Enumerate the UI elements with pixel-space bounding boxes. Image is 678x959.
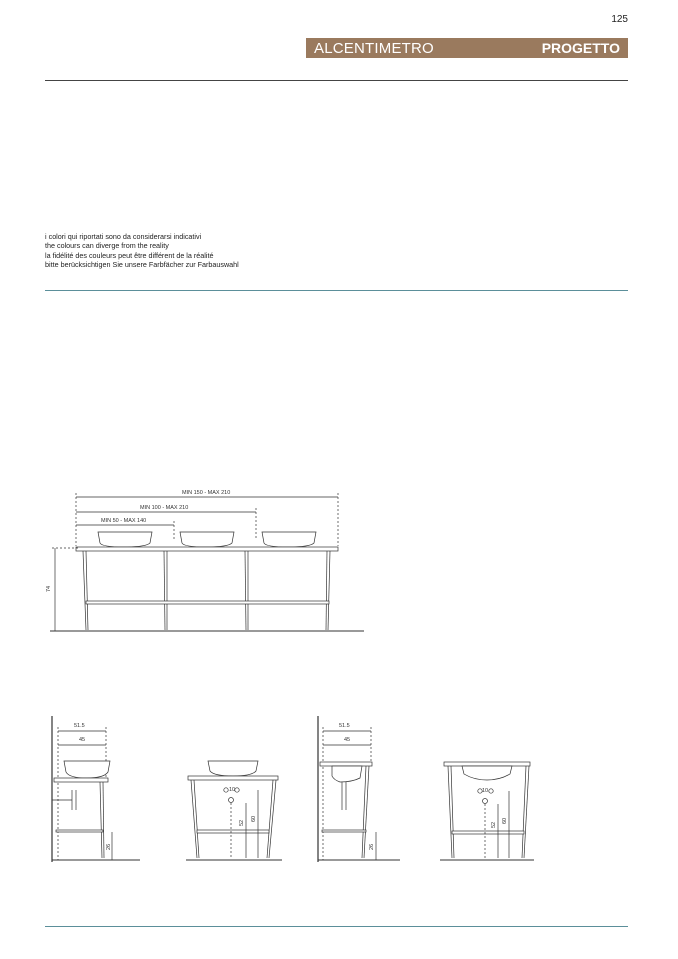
page-number: 125 xyxy=(611,14,628,25)
v2-pipe-distance: 10 xyxy=(229,787,236,793)
side-view-2 xyxy=(186,761,282,860)
v3-width-outer: 51.5 xyxy=(339,723,350,729)
note-fr: la fidélité des couleurs peut être différent de la réalité xyxy=(45,250,214,260)
v4-height-1: 52 xyxy=(491,821,497,828)
v2-height-2: 60 xyxy=(251,815,257,822)
v1-width-inner: 45 xyxy=(79,737,86,743)
v3-width-inner: 45 xyxy=(344,737,351,743)
note-en: the colours can diverge from the reality xyxy=(45,241,169,251)
side-view-4 xyxy=(440,762,534,860)
v1-width-outer: 51.5 xyxy=(74,723,85,729)
side-view-3 xyxy=(318,716,400,862)
v3-height: 26 xyxy=(369,843,375,850)
section-label: PROGETTO xyxy=(541,40,620,56)
front-elevation xyxy=(50,493,364,631)
dim-middle-label: MIN 100 - MAX 210 xyxy=(140,505,189,511)
note-it: i colori qui riportati sono da considerarsi indicativi xyxy=(45,232,202,241)
product-title: ALCENTIMETRO xyxy=(314,39,434,57)
v4-height-2: 60 xyxy=(502,817,508,824)
v4-pipe-distance: 10 xyxy=(482,788,489,794)
front-height-label: 74 xyxy=(46,585,52,592)
v2-height-1: 52 xyxy=(239,819,245,826)
note-de: bitte berücksichtigen Sie unsere Farbfächer zur Farbauswahl xyxy=(45,259,239,269)
v1-height: 26 xyxy=(106,843,112,850)
bottom-rule xyxy=(45,926,628,927)
dim-outer-label: MIN 150 - MAX 210 xyxy=(182,490,231,496)
side-view-1 xyxy=(52,716,140,862)
dim-inner-label: MIN 50 - MAX 140 xyxy=(101,518,147,524)
